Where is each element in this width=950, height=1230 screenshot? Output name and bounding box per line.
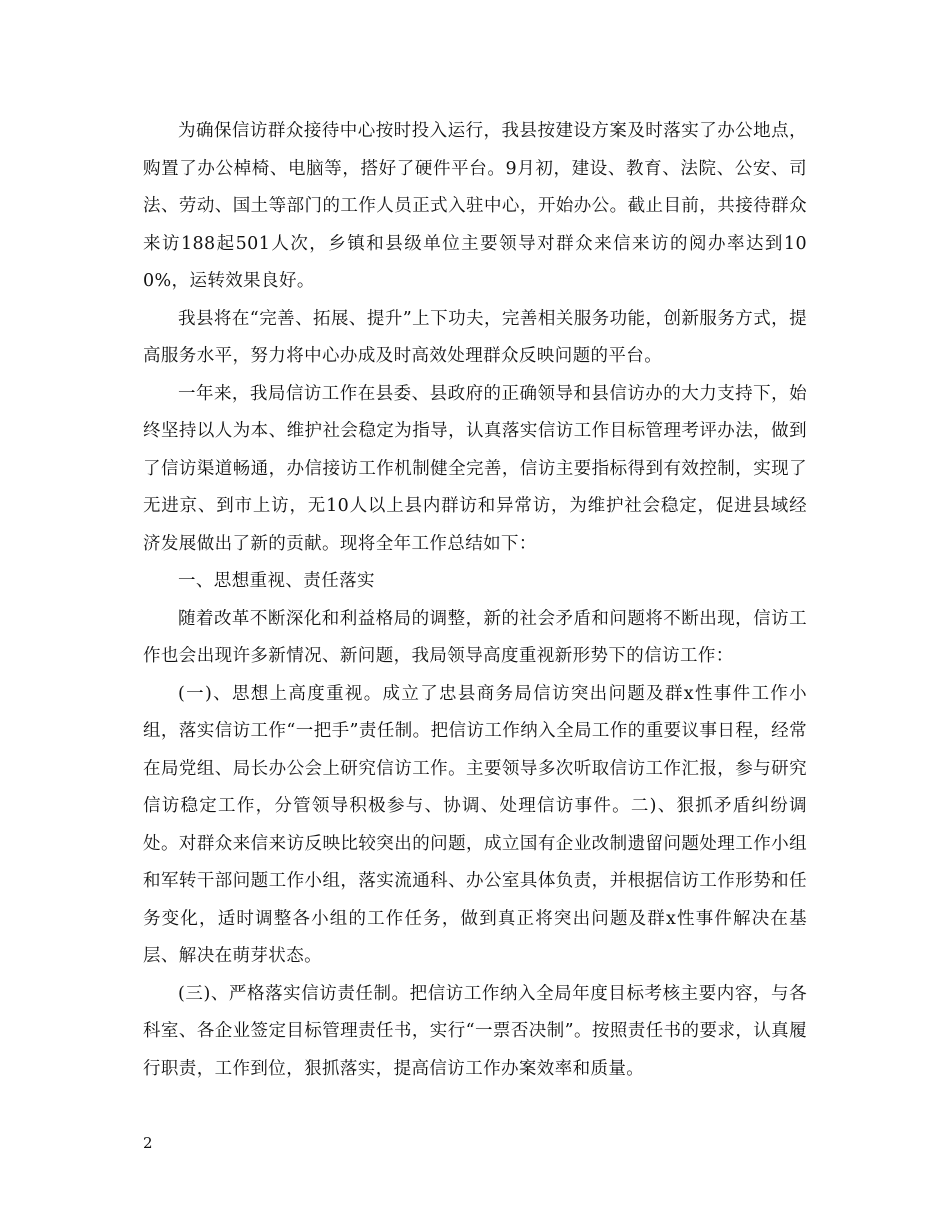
paragraph-improvement-plan: 我县将在“完善、拓展、提升”上下功夫，完善相关服务功能，创新服务方式，提高服务水平，努力将中心办成及时高效处理群众反映问题的平台。 — [143, 308, 807, 366]
page-number: 2 — [143, 1134, 153, 1152]
paragraph-service-center: 为确保信访群众接待中心按时投入运行，我县按建设方案及时落实了办公地点，购置了办公棹椅、电脑等，搭好了硬件平台。9月初，建设、教育、法院、公安、司法、劳动、国土等部门的工作人员正式入驻中心，开始办公。截止目前，共接待群众来访188起501人次，乡镇和县级单位主要领导对群众来信来访的阅办率达到100%，运转效果良好。 — [143, 121, 807, 291]
paragraph-item-one-two: (一)、思想上高度重视。成立了忠县商务局信访突出问题及群x性事件工作小组，落实信访工作“一把手”责任制。把信访工作纳入全局工作的重要议事日程，经常在局党组、局长办公会上研究信访工作。主要领导多次听取信访工作汇报，参与研究信访稳定工作，分管领导积极参与、协调、处理信访事件。二)、狠抓矛盾纠纷调处。对群众来信来访反映比较突出的问题，成立国有企业改制遗留问题处理工作小组和军转干部问题工作小组，落实流通科、办公室具体负责，并根据信访工作形势和任务变化，适时调整各小组的工作任务，做到真正将突出问题及群x性事件解决在基层、解决在萌芽状态。 — [143, 683, 807, 966]
paragraph-annual-summary: 一年来，我局信访工作在县委、县政府的正确领导和县信访办的大力支持下，始终坚持以人为本、维护社会稳定为指导，认真落实信访工作目标管理考评办法，做到了信访渠道畅通，办信接访工作机制健全完善，信访主要指标得到有效控制，实现了无进京、到市上访，无10人以上县内群访和异常访，为维护社会稳定，促进县域经济发展做出了新的贡献。现将全年工作总结如下： — [143, 383, 807, 554]
paragraph-item-three: (三)、严格落实信访责任制。把信访工作纳入全局年度目标考核主要内容，与各科室、各企业签定目标管理责任书，实行“一票否决制”。按照责任书的要求，认真履行职责，工作到位，狠抓落实，提高信访工作办案效率和质量。 — [143, 983, 807, 1079]
document-body — [143, 113, 807, 1088]
section-heading: 一、思想重视、责任落实 — [178, 571, 375, 591]
paragraph-new-situation: 随着改革不断深化和利益格局的调整，新的社会矛盾和问题将不断出现，信访工作也会出现许多新情况、新问题，我局领导高度重视新形势下的信访工作： — [143, 608, 807, 666]
